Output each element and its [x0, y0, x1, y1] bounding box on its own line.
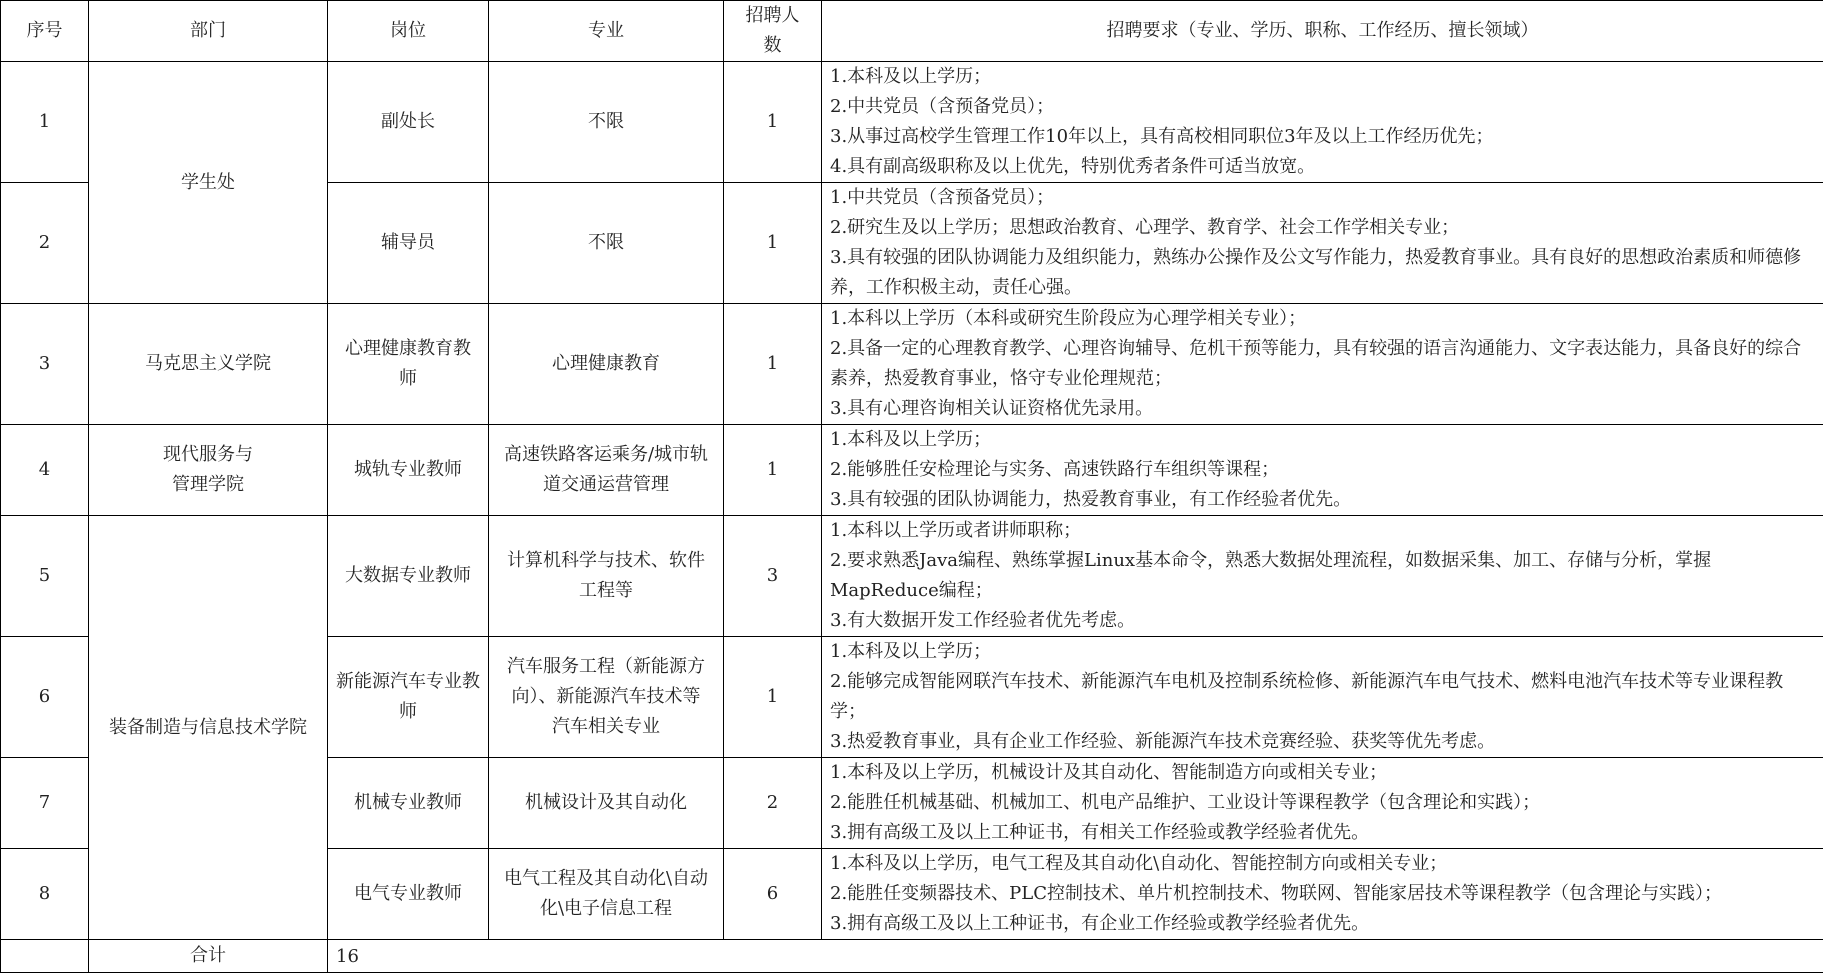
requirement-line: 2.中共党员（含预备党员）；	[830, 92, 1817, 122]
requirement-line: 1.本科及以上学历，电气工程及其自动化\自动化、智能控制方向或相关专业；	[830, 849, 1817, 879]
requirement-line: 1.中共党员（含预备党员）；	[830, 183, 1817, 213]
requirement-line: 1.本科以上学历（本科或研究生阶段应为心理学相关专业）；	[830, 304, 1817, 334]
requirement-line: 1.本科及以上学历，机械设计及其自动化、智能制造方向或相关专业；	[830, 758, 1817, 788]
row-seq: 1	[1, 62, 89, 183]
row-position	[328, 637, 489, 758]
row-seq: 8	[1, 849, 89, 940]
row-count: 3	[724, 516, 822, 637]
requirement-line: 2.能胜任机械基础、机械加工、机电产品维护、工业设计等课程教学（包含理论和实践）；	[830, 788, 1817, 818]
requirement-line: 3.具有心理咨询相关认证资格优先录用。	[830, 394, 1817, 424]
row-requirements	[822, 183, 1823, 304]
table-row	[1, 62, 1823, 183]
requirement-line: 3.有大数据开发工作经验者优先考虑。	[830, 606, 1817, 636]
requirement-line: 1.本科及以上学历；	[830, 425, 1817, 455]
row-major-label: 电气工程及其自动化\自动化\电子信息工程	[501, 864, 711, 924]
dept-cell: 马克思主义学院	[89, 304, 328, 425]
row-position-label: 新能源汽车专业教师	[336, 667, 481, 727]
requirement-line: 3.拥有高级工及以上工种证书，有企业工作经验或教学经验者优先。	[830, 909, 1817, 939]
row-major	[489, 516, 724, 637]
row-major-label: 汽车服务工程（新能源方向）、新能源汽车技术等汽车相关专业	[506, 652, 706, 742]
row-position: 副处长	[328, 62, 489, 183]
row-count: 1	[724, 304, 822, 425]
requirement-line: 3.从事过高校学生管理工作10年以上，具有高校相同职位3年及以上工作经历优先；	[830, 122, 1817, 152]
row-seq: 2	[1, 183, 89, 304]
requirement-line: 2.能胜任变频器技术、PLC控制技术、单片机控制技术、物联网、智能家居技术等课程教学（包含理论与实践）；	[830, 879, 1817, 909]
row-major: 心理健康教育	[489, 304, 724, 425]
table-row	[1, 516, 1823, 637]
requirement-line: 3.拥有高级工及以上工种证书，有相关工作经验或教学经验者优先。	[830, 818, 1817, 848]
dept-label: 现代服务与管理学院	[158, 440, 258, 500]
row-position: 机械专业教师	[328, 758, 489, 849]
row-major-label: 高速铁路客运乘务/城市轨道交通运营管理	[501, 440, 711, 500]
requirement-line: 2.具备一定的心理教育教学、心理咨询辅导、危机干预等能力，具有较强的语言沟通能力、文字表达能力，具备良好的综合素养，热爱教育事业，恪守专业伦理规范；	[830, 334, 1817, 394]
row-count: 1	[724, 183, 822, 304]
dept-cell: 装备制造与信息技术学院	[89, 516, 328, 940]
requirement-line: 2.研究生及以上学历；思想政治教育、心理学、教育学、社会工作学相关专业；	[830, 213, 1817, 243]
row-position: 城轨专业教师	[328, 425, 489, 516]
table-row	[1, 304, 1823, 425]
row-major: 不限	[489, 183, 724, 304]
row-position: 大数据专业教师	[328, 516, 489, 637]
row-major: 不限	[489, 62, 724, 183]
dept-cell	[89, 425, 328, 516]
table-row	[1, 425, 1823, 516]
requirement-line: 3.热爱教育事业，具有企业工作经验、新能源汽车技术竞赛经验、获奖等优先考虑。	[830, 727, 1817, 757]
total-label: 合计	[89, 940, 328, 973]
requirement-line: 4.具有副高级职称及以上优先，特别优秀者条件可适当放宽。	[830, 152, 1817, 182]
row-position-label: 心理健康教育教师	[338, 334, 478, 394]
row-requirements	[822, 304, 1823, 425]
row-major-label: 计算机科学与技术、软件工程等	[506, 546, 706, 606]
row-count: 1	[724, 62, 822, 183]
header-count-label: 招聘人数	[743, 1, 803, 61]
requirement-line: 1.本科以上学历或者讲师职称；	[830, 516, 1817, 546]
row-requirements	[822, 425, 1823, 516]
requirement-line: 3.具有较强的团队协调能力，热爱教育事业，有工作经验者优先。	[830, 485, 1817, 515]
row-seq: 4	[1, 425, 89, 516]
row-requirements	[822, 637, 1823, 758]
row-requirements	[822, 62, 1823, 183]
row-count: 6	[724, 849, 822, 940]
requirement-line: 3.具有较强的团队协调能力及组织能力，熟练办公操作及公文写作能力，热爱教育事业。具有良好的思想政治素质和师德修养，工作积极主动，责任心强。	[830, 243, 1817, 303]
row-major	[489, 637, 724, 758]
header-requirements: 招聘要求（专业、学历、职称、工作经历、擅长领域）	[822, 1, 1823, 62]
requirement-line: 2.要求熟悉Java编程、熟练掌握Linux基本命令，熟悉大数据处理流程，如数据采集、加工、存储与分析，掌握MapReduce编程；	[830, 546, 1817, 606]
row-count: 1	[724, 425, 822, 516]
dept-cell: 学生处	[89, 62, 328, 304]
row-seq: 3	[1, 304, 89, 425]
header-seq: 序号	[1, 1, 89, 62]
row-seq: 6	[1, 637, 89, 758]
row-major	[489, 849, 724, 940]
requirement-line: 1.本科及以上学历；	[830, 62, 1817, 92]
header-count	[724, 1, 822, 62]
row-major: 机械设计及其自动化	[489, 758, 724, 849]
row-major	[489, 425, 724, 516]
header-position: 岗位	[328, 1, 489, 62]
row-seq: 7	[1, 758, 89, 849]
requirement-line: 2.能够完成智能网联汽车技术、新能源汽车电机及控制系统检修、新能源汽车电气技术、燃料电池汽车技术等专业课程教学；	[830, 667, 1817, 727]
row-seq: 5	[1, 516, 89, 637]
requirement-line: 2.能够胜任安检理论与实务、高速铁路行车组织等课程；	[830, 455, 1817, 485]
row-requirements	[822, 516, 1823, 637]
row-count: 1	[724, 637, 822, 758]
header-major: 专业	[489, 1, 724, 62]
row-count: 2	[724, 758, 822, 849]
header-row	[1, 1, 1823, 62]
row-requirements	[822, 849, 1823, 940]
row-position: 电气专业教师	[328, 849, 489, 940]
row-position	[328, 304, 489, 425]
requirement-line: 1.本科及以上学历；	[830, 637, 1817, 667]
header-dept: 部门	[89, 1, 328, 62]
total-value: 16	[328, 940, 1823, 973]
row-requirements	[822, 758, 1823, 849]
row-position: 辅导员	[328, 183, 489, 304]
